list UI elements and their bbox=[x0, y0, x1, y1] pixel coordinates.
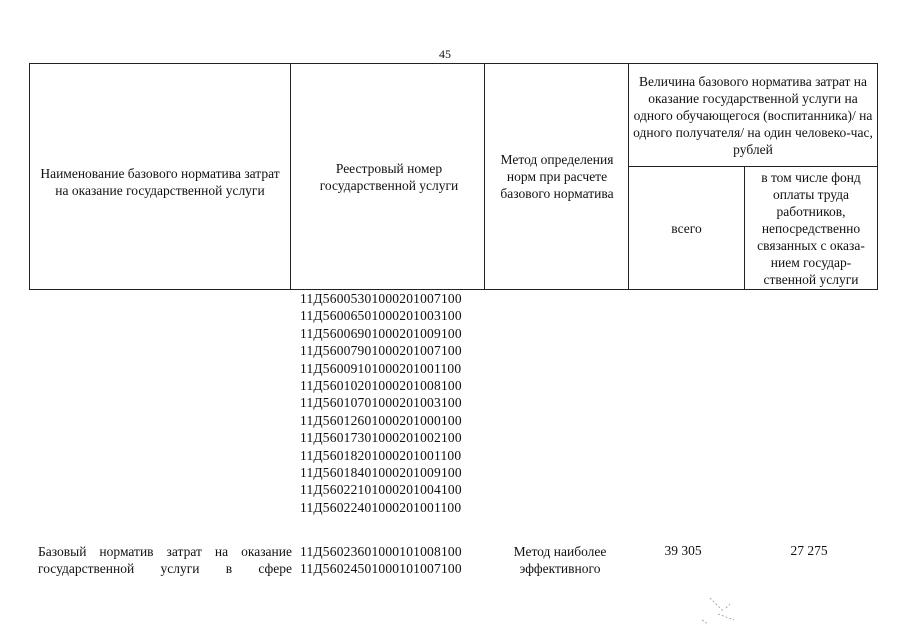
col-divider-left bbox=[29, 63, 30, 290]
continuation-codes-list bbox=[300, 290, 490, 516]
header-registry: Реестровый номер государственной услуги bbox=[319, 160, 459, 193]
col-divider-1 bbox=[290, 63, 291, 290]
registry-code: 11Д56022401000201001100 bbox=[300, 499, 462, 515]
header-method: Метод определения норм при расчете базового норматива bbox=[500, 152, 614, 201]
registry-code: 11Д56018401000201009100 bbox=[300, 465, 462, 481]
header-labor-fund: в том числе фонд оплаты труда работников, непосредственно связанных с оказа-нием государ-ственной услуги bbox=[757, 169, 865, 287]
row-method-line: Метод наиболее bbox=[513, 544, 607, 559]
registry-code: 11Д56005301000201007100 bbox=[300, 291, 462, 306]
registry-code: 11Д56024501000101007100 bbox=[300, 561, 462, 577]
registry-code: 11Д56018201000201001100 bbox=[300, 447, 462, 463]
registry-code: 11Д56006501000201003100 bbox=[300, 308, 462, 324]
page-number: 45 bbox=[439, 47, 451, 61]
row-registry-codes bbox=[300, 543, 490, 578]
registry-code: 11Д56022101000201004100 bbox=[300, 482, 462, 498]
row-total-value: 39 305 bbox=[664, 543, 702, 558]
row-name-line: государственной услуги в сфере bbox=[38, 561, 292, 577]
row-method-line: эффективного bbox=[519, 561, 601, 577]
registry-code: 11Д56017301000201002100 bbox=[300, 430, 462, 446]
registry-code: 11Д56010701000201003100 bbox=[300, 395, 462, 411]
pen-mark-icon bbox=[690, 590, 760, 630]
col-divider-right bbox=[877, 63, 878, 290]
registry-code: 11Д56007901000201007100 bbox=[300, 343, 462, 359]
row-labor-fund-value: 27 275 bbox=[790, 543, 828, 558]
row-name bbox=[38, 543, 292, 578]
row-name-line: Базовый норматив затрат на оказание bbox=[38, 544, 292, 559]
header-name: Наименование базового норматива затрат на оказание государственной услуги bbox=[40, 165, 280, 198]
registry-code: 11Д56006901000201009100 bbox=[300, 325, 462, 341]
row-method bbox=[490, 543, 630, 578]
registry-code: 11Д56010201000201008100 bbox=[300, 378, 462, 394]
col-divider-2 bbox=[484, 63, 485, 290]
col-divider-4 bbox=[744, 166, 745, 290]
registry-code: 11Д56023601000101008100 bbox=[300, 544, 462, 559]
registry-code: 11Д56009101000201001100 bbox=[300, 360, 462, 376]
header-value-group: Величина базового норматива затрат на оказание государственной услуги на одного обучающегося (воспитанника)/ на одного получателя/ на один человеко-час, рублей bbox=[633, 73, 873, 157]
registry-code: 11Д56012601000201000100 bbox=[300, 412, 462, 428]
header-total: всего bbox=[671, 220, 702, 236]
